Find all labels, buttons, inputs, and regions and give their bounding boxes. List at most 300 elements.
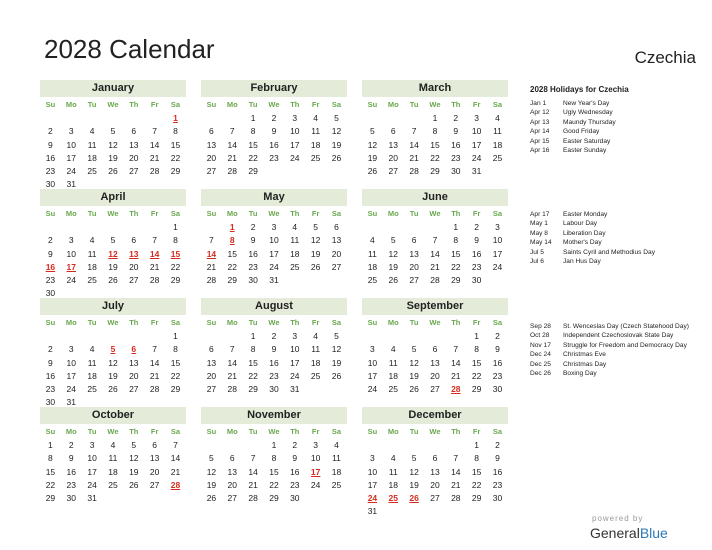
day-cell[interactable]: 1 <box>173 331 178 341</box>
day-cell[interactable]: 17 <box>66 370 76 381</box>
day-cell[interactable]: 23 <box>290 479 300 490</box>
day-cell[interactable]: 5 <box>110 126 116 137</box>
day-cell[interactable]: 29 <box>430 166 440 177</box>
day-cell[interactable]: 20 <box>129 370 139 381</box>
day-cell[interactable]: 9 <box>453 126 459 137</box>
day-cell[interactable]: 22 <box>170 152 181 163</box>
day-cell[interactable]: 1 <box>250 331 256 341</box>
day-cell[interactable]: 5 <box>334 331 339 341</box>
day-cell[interactable]: 19 <box>367 152 378 163</box>
day-cell[interactable]: 16 <box>492 357 503 368</box>
day-cell[interactable]: 26 <box>388 275 398 286</box>
day-cell[interactable]: 16 <box>269 139 279 150</box>
day-cell[interactable]: 31 <box>269 275 279 286</box>
day-cell[interactable]: 10 <box>492 235 503 246</box>
day-cell[interactable]: 29 <box>227 275 237 286</box>
day-cell[interactable]: 2 <box>474 222 479 232</box>
day-cell[interactable]: 6 <box>229 453 235 464</box>
brand-logo[interactable] <box>590 525 668 541</box>
day-cell[interactable]: 22 <box>471 370 482 381</box>
day-cell[interactable]: 24 <box>269 261 279 272</box>
day-cell[interactable]: 10 <box>87 453 97 464</box>
day-cell[interactable]: 3 <box>68 126 74 137</box>
day-cell[interactable]: 19 <box>108 261 118 272</box>
day-cell[interactable]: 22 <box>451 261 461 272</box>
day-cell[interactable]: 20 <box>206 370 217 381</box>
day-cell[interactable]: 26 <box>331 152 342 163</box>
day-cell[interactable]: 20 <box>430 370 440 381</box>
day-cell[interactable]: 7 <box>173 440 178 450</box>
day-cell[interactable]: 12 <box>310 235 321 246</box>
day-cell[interactable]: 8 <box>271 453 277 464</box>
day-cell[interactable]: 6 <box>334 222 339 232</box>
day-cell[interactable]: 17 <box>290 139 300 150</box>
day-cell[interactable]: 24 <box>66 275 76 286</box>
day-cell[interactable]: 3 <box>68 344 74 355</box>
day-cell[interactable]: 7 <box>250 453 256 464</box>
day-cell[interactable]: 10 <box>66 357 76 368</box>
day-cell[interactable]: 9 <box>271 344 277 355</box>
day-cell[interactable]: 3 <box>89 440 95 450</box>
day-cell[interactable]: 11 <box>87 139 97 150</box>
day-cell[interactable]: 28 <box>430 275 440 286</box>
day-cell[interactable]: 19 <box>108 152 118 163</box>
day-cell[interactable]: 11 <box>108 453 118 464</box>
day-cell[interactable]: 11 <box>311 126 321 137</box>
day-cell[interactable]: 16 <box>290 466 300 477</box>
day-cell[interactable]: 8 <box>250 344 256 355</box>
day-cell[interactable]: 30 <box>451 166 461 177</box>
holiday-day-cell[interactable]: 24 <box>367 493 378 504</box>
day-cell[interactable]: 17 <box>367 370 378 381</box>
day-cell[interactable]: 26 <box>409 384 419 395</box>
day-cell[interactable]: 13 <box>430 357 440 368</box>
day-cell[interactable]: 26 <box>367 166 378 177</box>
day-cell[interactable]: 14 <box>149 139 160 150</box>
day-cell[interactable]: 25 <box>87 275 97 286</box>
day-cell[interactable]: 25 <box>310 370 321 381</box>
day-cell[interactable]: 11 <box>290 235 300 246</box>
day-cell[interactable]: 21 <box>206 261 217 272</box>
day-cell[interactable]: 28 <box>149 166 160 177</box>
day-cell[interactable]: 24 <box>66 166 76 177</box>
day-cell[interactable]: 26 <box>108 275 118 286</box>
day-cell[interactable]: 18 <box>87 261 97 272</box>
day-cell[interactable]: 21 <box>149 370 160 381</box>
day-cell[interactable]: 3 <box>271 222 277 232</box>
day-cell[interactable]: 22 <box>170 370 181 381</box>
day-cell[interactable]: 3 <box>370 344 375 355</box>
day-cell[interactable]: 17 <box>471 139 482 150</box>
day-cell[interactable]: 1 <box>432 113 438 123</box>
day-cell[interactable]: 24 <box>66 384 76 395</box>
day-cell[interactable]: 10 <box>290 344 300 355</box>
day-cell[interactable]: 27 <box>129 384 139 395</box>
day-cell[interactable]: 1 <box>474 440 479 450</box>
day-cell[interactable]: 19 <box>310 248 321 259</box>
day-cell[interactable]: 18 <box>388 479 398 490</box>
holiday-day-cell[interactable]: 13 <box>129 248 139 259</box>
holiday-day-cell[interactable]: 17 <box>66 261 76 272</box>
day-cell[interactable]: 26 <box>331 370 342 381</box>
day-cell[interactable]: 31 <box>66 179 76 190</box>
day-cell[interactable]: 12 <box>409 466 419 477</box>
day-cell[interactable]: 26 <box>129 479 139 490</box>
day-cell[interactable]: 4 <box>370 235 375 246</box>
day-cell[interactable]: 22 <box>170 261 181 272</box>
day-cell[interactable]: 10 <box>66 248 76 259</box>
day-cell[interactable]: 15 <box>170 357 181 368</box>
day-cell[interactable]: 4 <box>292 222 298 232</box>
day-cell[interactable]: 25 <box>492 152 503 163</box>
day-cell[interactable]: 24 <box>367 384 378 395</box>
day-cell[interactable]: 2 <box>250 222 256 232</box>
day-cell[interactable]: 18 <box>310 139 321 150</box>
holiday-day-cell[interactable]: 14 <box>149 248 160 259</box>
day-cell[interactable]: 27 <box>129 166 139 177</box>
day-cell[interactable]: 21 <box>430 261 440 272</box>
day-cell[interactable]: 3 <box>370 453 375 464</box>
holiday-day-cell[interactable]: 15 <box>170 248 181 259</box>
day-cell[interactable]: 13 <box>129 357 139 368</box>
day-cell[interactable]: 7 <box>209 235 214 246</box>
day-cell[interactable]: 16 <box>66 466 76 477</box>
day-cell[interactable]: 13 <box>129 139 139 150</box>
day-cell[interactable]: 27 <box>409 275 419 286</box>
day-cell[interactable]: 23 <box>45 275 56 286</box>
day-cell[interactable]: 7 <box>229 344 235 355</box>
day-cell[interactable]: 21 <box>149 152 160 163</box>
day-cell[interactable]: 8 <box>250 126 256 137</box>
day-cell[interactable]: 22 <box>45 479 56 490</box>
day-cell[interactable]: 5 <box>411 344 417 355</box>
day-cell[interactable]: 15 <box>227 248 237 259</box>
day-cell[interactable]: 29 <box>451 275 461 286</box>
day-cell[interactable]: 12 <box>331 344 342 355</box>
day-cell[interactable]: 3 <box>292 113 298 123</box>
day-cell[interactable]: 31 <box>471 166 482 177</box>
holiday-day-cell[interactable]: 1 <box>229 222 235 232</box>
day-cell[interactable]: 20 <box>149 466 160 477</box>
day-cell[interactable]: 30 <box>290 493 300 504</box>
day-cell[interactable]: 11 <box>87 357 97 368</box>
day-cell[interactable]: 14 <box>409 139 419 150</box>
day-cell[interactable]: 22 <box>430 152 440 163</box>
day-cell[interactable]: 19 <box>129 466 139 477</box>
day-cell[interactable]: 11 <box>332 453 341 464</box>
day-cell[interactable]: 27 <box>331 261 342 272</box>
day-cell[interactable]: 6 <box>131 126 137 137</box>
day-cell[interactable]: 3 <box>68 235 74 246</box>
day-cell[interactable]: 7 <box>453 344 459 355</box>
day-cell[interactable]: 4 <box>89 126 95 137</box>
day-cell[interactable]: 21 <box>227 370 237 381</box>
day-cell[interactable]: 15 <box>451 248 461 259</box>
day-cell[interactable]: 25 <box>367 275 378 286</box>
day-cell[interactable]: 20 <box>129 152 139 163</box>
day-cell[interactable]: 2 <box>495 440 500 450</box>
day-cell[interactable]: 20 <box>129 261 139 272</box>
day-cell[interactable]: 29 <box>248 384 258 395</box>
day-cell[interactable]: 24 <box>290 152 300 163</box>
day-cell[interactable]: 1 <box>271 440 277 450</box>
day-cell[interactable]: 23 <box>66 479 76 490</box>
day-cell[interactable]: 27 <box>430 493 440 504</box>
day-cell[interactable]: 3 <box>292 331 298 341</box>
day-cell[interactable]: 19 <box>331 357 342 368</box>
day-cell[interactable]: 18 <box>367 261 378 272</box>
day-cell[interactable]: 11 <box>368 248 377 259</box>
day-cell[interactable]: 23 <box>45 384 56 395</box>
day-cell[interactable]: 6 <box>209 126 214 137</box>
day-cell[interactable]: 18 <box>310 357 321 368</box>
day-cell[interactable]: 31 <box>87 493 97 504</box>
day-cell[interactable]: 14 <box>149 357 160 368</box>
day-cell[interactable]: 18 <box>492 139 503 150</box>
day-cell[interactable]: 5 <box>334 113 339 123</box>
holiday-day-cell[interactable]: 1 <box>173 113 178 123</box>
day-cell[interactable]: 4 <box>495 113 500 123</box>
day-cell[interactable]: 21 <box>248 479 258 490</box>
day-cell[interactable]: 25 <box>331 479 342 490</box>
day-cell[interactable]: 9 <box>48 357 53 368</box>
day-cell[interactable]: 10 <box>66 139 76 150</box>
day-cell[interactable]: 16 <box>451 139 461 150</box>
day-cell[interactable]: 5 <box>209 453 214 464</box>
day-cell[interactable]: 31 <box>290 384 300 395</box>
day-cell[interactable]: 3 <box>474 113 479 123</box>
holiday-day-cell[interactable]: 12 <box>108 248 118 259</box>
day-cell[interactable]: 7 <box>152 126 157 137</box>
day-cell[interactable]: 19 <box>409 479 419 490</box>
day-cell[interactable]: 11 <box>87 248 97 259</box>
day-cell[interactable]: 19 <box>108 370 118 381</box>
day-cell[interactable]: 3 <box>495 222 500 232</box>
day-cell[interactable]: 7 <box>432 235 438 246</box>
day-cell[interactable]: 31 <box>367 506 378 517</box>
day-cell[interactable]: 10 <box>367 357 378 368</box>
day-cell[interactable]: 30 <box>45 397 56 408</box>
day-cell[interactable]: 10 <box>310 453 321 464</box>
day-cell[interactable]: 30 <box>248 275 258 286</box>
day-cell[interactable]: 22 <box>248 370 258 381</box>
day-cell[interactable]: 24 <box>290 370 300 381</box>
day-cell[interactable]: 9 <box>271 126 277 137</box>
day-cell[interactable]: 14 <box>170 453 181 464</box>
day-cell[interactable]: 6 <box>432 344 438 355</box>
day-cell[interactable]: 4 <box>313 113 318 123</box>
day-cell[interactable]: 7 <box>152 235 157 246</box>
day-cell[interactable]: 2 <box>271 113 277 123</box>
holiday-day-cell[interactable]: 16 <box>45 261 56 272</box>
day-cell[interactable]: 4 <box>89 344 95 355</box>
day-cell[interactable]: 4 <box>110 440 116 450</box>
day-cell[interactable]: 17 <box>66 152 76 163</box>
day-cell[interactable]: 31 <box>66 397 76 408</box>
day-cell[interactable]: 7 <box>152 344 157 355</box>
day-cell[interactable]: 30 <box>492 384 503 395</box>
day-cell[interactable]: 10 <box>290 126 300 137</box>
day-cell[interactable]: 25 <box>290 261 300 272</box>
day-cell[interactable]: 27 <box>149 479 160 490</box>
day-cell[interactable]: 18 <box>331 466 342 477</box>
day-cell[interactable]: 1 <box>250 113 256 123</box>
day-cell[interactable]: 26 <box>310 261 321 272</box>
day-cell[interactable]: 26 <box>108 166 118 177</box>
day-cell[interactable]: 12 <box>129 453 139 464</box>
day-cell[interactable]: 17 <box>492 248 503 259</box>
day-cell[interactable]: 15 <box>471 466 482 477</box>
day-cell[interactable]: 9 <box>495 453 500 464</box>
day-cell[interactable]: 16 <box>248 248 258 259</box>
day-cell[interactable]: 9 <box>48 248 53 259</box>
day-cell[interactable]: 27 <box>388 166 398 177</box>
day-cell[interactable]: 9 <box>48 139 53 150</box>
holiday-day-cell[interactable]: 25 <box>388 493 398 504</box>
day-cell[interactable]: 5 <box>110 235 116 246</box>
day-cell[interactable]: 29 <box>45 493 56 504</box>
day-cell[interactable]: 12 <box>108 139 118 150</box>
day-cell[interactable]: 1 <box>453 222 459 232</box>
day-cell[interactable]: 14 <box>430 248 440 259</box>
day-cell[interactable]: 9 <box>474 235 479 246</box>
day-cell[interactable]: 28 <box>409 166 419 177</box>
day-cell[interactable]: 2 <box>48 344 53 355</box>
day-cell[interactable]: 2 <box>68 440 74 450</box>
day-cell[interactable]: 13 <box>331 235 342 246</box>
day-cell[interactable]: 6 <box>390 126 396 137</box>
day-cell[interactable]: 4 <box>390 344 396 355</box>
holiday-day-cell[interactable]: 28 <box>451 384 461 395</box>
day-cell[interactable]: 14 <box>451 357 461 368</box>
holiday-day-cell[interactable]: 17 <box>310 466 321 477</box>
day-cell[interactable]: 15 <box>170 139 181 150</box>
day-cell[interactable]: 27 <box>430 384 440 395</box>
day-cell[interactable]: 18 <box>87 370 97 381</box>
day-cell[interactable]: 4 <box>313 331 318 341</box>
day-cell[interactable]: 5 <box>390 235 396 246</box>
day-cell[interactable]: 13 <box>206 139 217 150</box>
day-cell[interactable]: 13 <box>388 139 398 150</box>
day-cell[interactable]: 12 <box>108 357 118 368</box>
day-cell[interactable]: 20 <box>331 248 342 259</box>
day-cell[interactable]: 20 <box>227 479 237 490</box>
day-cell[interactable]: 8 <box>173 235 178 246</box>
day-cell[interactable]: 11 <box>311 344 321 355</box>
holiday-day-cell[interactable]: 14 <box>206 248 217 259</box>
day-cell[interactable]: 4 <box>89 235 95 246</box>
day-cell[interactable]: 6 <box>152 440 157 450</box>
day-cell[interactable]: 19 <box>409 370 419 381</box>
day-cell[interactable]: 8 <box>48 453 53 464</box>
day-cell[interactable]: 11 <box>388 466 398 477</box>
day-cell[interactable]: 28 <box>248 493 258 504</box>
day-cell[interactable]: 2 <box>48 126 53 137</box>
day-cell[interactable]: 13 <box>409 248 419 259</box>
day-cell[interactable]: 9 <box>68 453 74 464</box>
day-cell[interactable]: 8 <box>173 126 178 137</box>
day-cell[interactable]: 17 <box>87 466 97 477</box>
day-cell[interactable]: 11 <box>388 357 398 368</box>
day-cell[interactable]: 9 <box>250 235 256 246</box>
day-cell[interactable]: 27 <box>206 166 217 177</box>
day-cell[interactable]: 10 <box>367 466 378 477</box>
holiday-day-cell[interactable]: 8 <box>229 235 235 246</box>
day-cell[interactable]: 22 <box>248 152 258 163</box>
day-cell[interactable]: 12 <box>388 248 398 259</box>
day-cell[interactable]: 29 <box>170 384 181 395</box>
day-cell[interactable]: 28 <box>206 275 217 286</box>
day-cell[interactable]: 8 <box>432 126 438 137</box>
day-cell[interactable]: 29 <box>170 166 181 177</box>
day-cell[interactable]: 8 <box>453 235 459 246</box>
day-cell[interactable]: 12 <box>331 126 342 137</box>
day-cell[interactable]: 13 <box>149 453 160 464</box>
day-cell[interactable]: 28 <box>451 493 461 504</box>
day-cell[interactable]: 2 <box>292 440 298 450</box>
day-cell[interactable]: 21 <box>451 479 461 490</box>
holiday-day-cell[interactable]: 6 <box>131 344 137 355</box>
day-cell[interactable]: 18 <box>388 370 398 381</box>
day-cell[interactable]: 1 <box>474 331 479 341</box>
holiday-day-cell[interactable]: 26 <box>409 493 419 504</box>
day-cell[interactable]: 25 <box>388 384 398 395</box>
day-cell[interactable]: 20 <box>430 479 440 490</box>
day-cell[interactable]: 25 <box>87 166 97 177</box>
day-cell[interactable]: 20 <box>409 261 419 272</box>
holiday-day-cell[interactable]: 5 <box>110 344 116 355</box>
day-cell[interactable]: 9 <box>495 344 500 355</box>
day-cell[interactable]: 22 <box>227 261 237 272</box>
day-cell[interactable]: 9 <box>292 453 298 464</box>
day-cell[interactable]: 14 <box>227 139 237 150</box>
day-cell[interactable]: 15 <box>248 357 258 368</box>
day-cell[interactable]: 14 <box>248 466 258 477</box>
day-cell[interactable]: 1 <box>48 440 53 450</box>
day-cell[interactable]: 5 <box>131 440 137 450</box>
day-cell[interactable]: 12 <box>206 466 217 477</box>
day-cell[interactable]: 23 <box>269 370 279 381</box>
day-cell[interactable]: 1 <box>173 222 178 232</box>
day-cell[interactable]: 15 <box>471 357 482 368</box>
day-cell[interactable]: 19 <box>388 261 398 272</box>
day-cell[interactable]: 4 <box>390 453 396 464</box>
day-cell[interactable]: 21 <box>170 466 181 477</box>
day-cell[interactable]: 25 <box>87 384 97 395</box>
day-cell[interactable]: 14 <box>227 357 237 368</box>
day-cell[interactable]: 15 <box>430 139 440 150</box>
day-cell[interactable]: 18 <box>290 248 300 259</box>
day-cell[interactable]: 23 <box>248 261 258 272</box>
day-cell[interactable]: 23 <box>45 166 56 177</box>
day-cell[interactable]: 5 <box>370 126 375 137</box>
day-cell[interactable]: 6 <box>411 235 417 246</box>
day-cell[interactable]: 13 <box>227 466 237 477</box>
day-cell[interactable]: 16 <box>45 370 56 381</box>
day-cell[interactable]: 28 <box>149 384 160 395</box>
day-cell[interactable]: 30 <box>492 493 503 504</box>
day-cell[interactable]: 23 <box>451 152 461 163</box>
day-cell[interactable]: 24 <box>492 261 503 272</box>
day-cell[interactable]: 30 <box>45 179 56 190</box>
day-cell[interactable]: 30 <box>45 288 56 299</box>
day-cell[interactable]: 3 <box>313 440 318 450</box>
day-cell[interactable]: 21 <box>451 370 461 381</box>
day-cell[interactable]: 29 <box>269 493 279 504</box>
day-cell[interactable]: 2 <box>453 113 459 123</box>
day-cell[interactable]: 23 <box>471 261 482 272</box>
day-cell[interactable]: 27 <box>206 384 217 395</box>
